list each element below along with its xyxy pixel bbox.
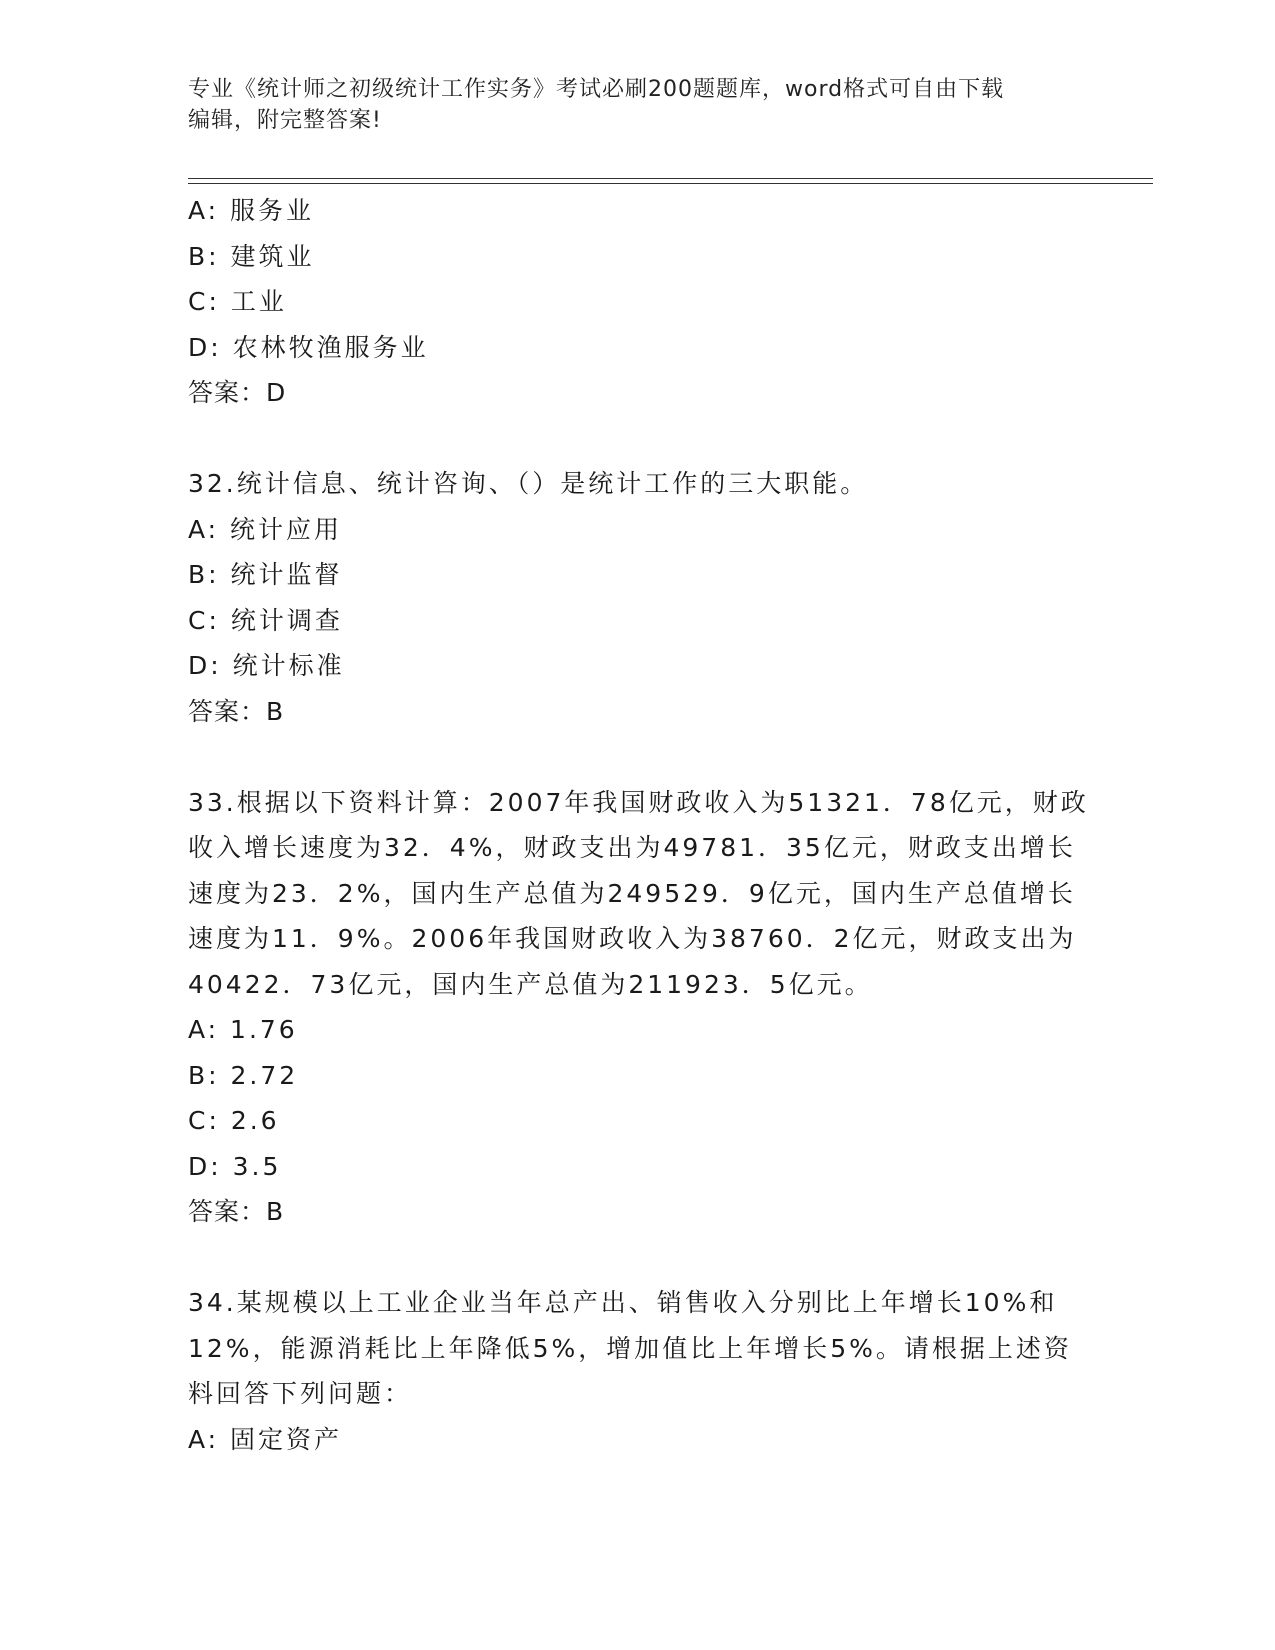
- header-line-2: 编辑，附完整答案!: [188, 108, 382, 133]
- option-c: C: 工业: [188, 287, 287, 316]
- option-c: C: 统计调查: [188, 605, 343, 635]
- header-divider-bottom: [188, 183, 1153, 184]
- option-a: A: 统计应用: [188, 514, 343, 544]
- question-stem-line-1: 33.根据以下资料计算：2007年我国财政收入为51321．78亿元，财政: [188, 787, 1089, 817]
- header-divider-top: [188, 178, 1153, 179]
- option-d: D: 统计标准: [188, 651, 345, 680]
- answer-line: 答案：B: [188, 696, 285, 726]
- question-stem: 32.统计信息、统计咨询、（）是统计工作的三大职能。: [188, 469, 869, 498]
- answer-line: 答案：B: [188, 1197, 285, 1226]
- question-stem-line-4: 速度为11．9%。2006年我国财政收入为38760．2亿元，财政支出为: [188, 924, 1077, 953]
- question-stem-line-3: 速度为23．2%，国内生产总值为249529．9亿元，国内生产总值增长: [188, 878, 1076, 908]
- header-line-1: 专业《统计师之初级统计工作实务》考试必刷200题题库，word格式可自由下载: [188, 77, 1005, 102]
- answer-line: 答案：D: [188, 378, 287, 407]
- option-b: B: 统计监督: [188, 560, 343, 589]
- question-stem-line-2: 收入增长速度为32．4%，财政支出为49781．35亿元，财政支出增长: [188, 833, 1076, 862]
- question-33: [188, 780, 1088, 1235]
- option-a: A: 1.76: [188, 1015, 298, 1044]
- option-d: D: 3.5: [188, 1151, 282, 1181]
- option-c: C: 2.6: [188, 1106, 280, 1135]
- question-32: [188, 461, 1088, 734]
- question-stem-line-2: 12%，能源消耗比上年降低5%，增加值比上年增长5%。请根据上述资: [188, 1333, 1072, 1363]
- question-stem-line-1: 34.某规模以上工业企业当年总产出、销售收入分别比上年增长10%和: [188, 1288, 1058, 1317]
- question-stem-line-3: 料回答下列问题：: [188, 1379, 413, 1408]
- question-34: [188, 1280, 1088, 1462]
- question-31: [188, 188, 1088, 416]
- option-b: B: 建筑业: [188, 241, 315, 271]
- option-a: A: 服务业: [188, 196, 315, 225]
- document-header: [188, 74, 1068, 136]
- option-d: D: 农林牧渔服务业: [188, 332, 429, 362]
- option-a: A: 固定资产: [188, 1424, 343, 1454]
- question-list: [188, 188, 1088, 1462]
- option-b: B: 2.72: [188, 1060, 299, 1090]
- question-stem-line-5: 40422．73亿元，国内生产总值为211923．5亿元。: [188, 969, 873, 999]
